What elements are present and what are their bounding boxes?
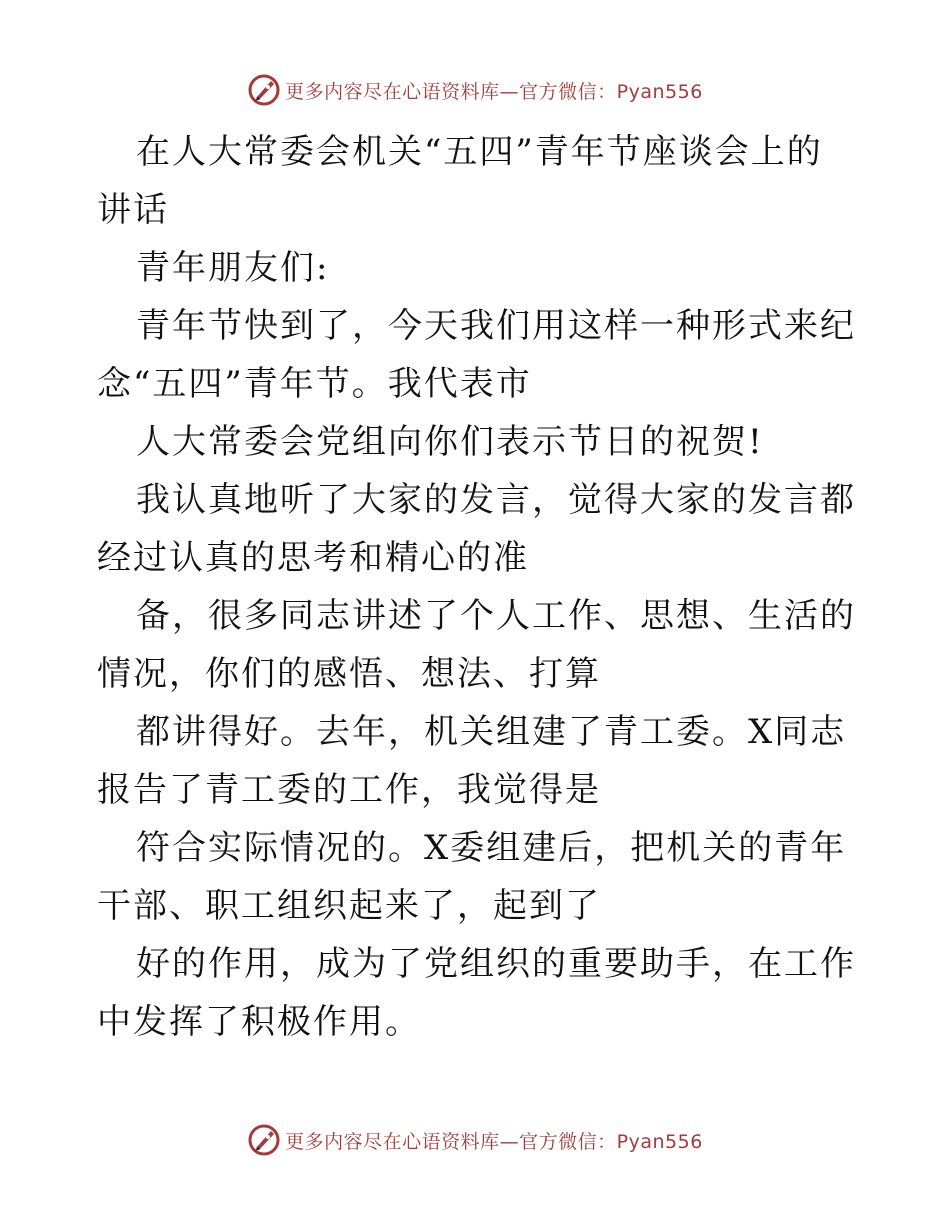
paragraph: 备，很多同志讲述了个人工作、思想、生活的情况，你们的感悟、想法、打算 — [97, 596, 856, 694]
header-banner-text: 更多内容尽在心语资料库—官方微信：Pyan556 — [285, 80, 703, 103]
paragraph: 人大常委会党组向你们表示节日的祝贺! — [136, 422, 764, 462]
document-title: 在人大常委会机关“五四”青年节座谈会上的讲话 — [97, 132, 823, 230]
paragraph: 符合实际情况的。X委组建后，把机关的青年干部、职工组织起来了，起到了 — [97, 828, 847, 926]
paragraph: 都讲得好。去年，机关组建了青工委。X同志报告了青工委的工作，我觉得是 — [97, 712, 847, 810]
quill-pen-logo-icon — [247, 73, 281, 107]
header-banner — [0, 70, 950, 110]
document-body — [97, 123, 857, 1051]
footer-banner — [0, 1120, 950, 1160]
footer-banner-text: 更多内容尽在心语资料库—官方微信：Pyan556 — [285, 1130, 703, 1153]
quill-pen-logo-icon — [247, 1123, 281, 1157]
paragraph: 好的作用，成为了党组织的重要助手，在工作中发挥了积极作用。 — [97, 944, 856, 1042]
paragraph: 青年节快到了，今天我们用这样一种形式来纪念“五四”青年节。我代表市 — [97, 306, 856, 404]
salutation: 青年朋友们: — [136, 248, 330, 288]
paragraph: 我认真地听了大家的发言，觉得大家的发言都经过认真的思考和精心的准 — [97, 480, 856, 578]
